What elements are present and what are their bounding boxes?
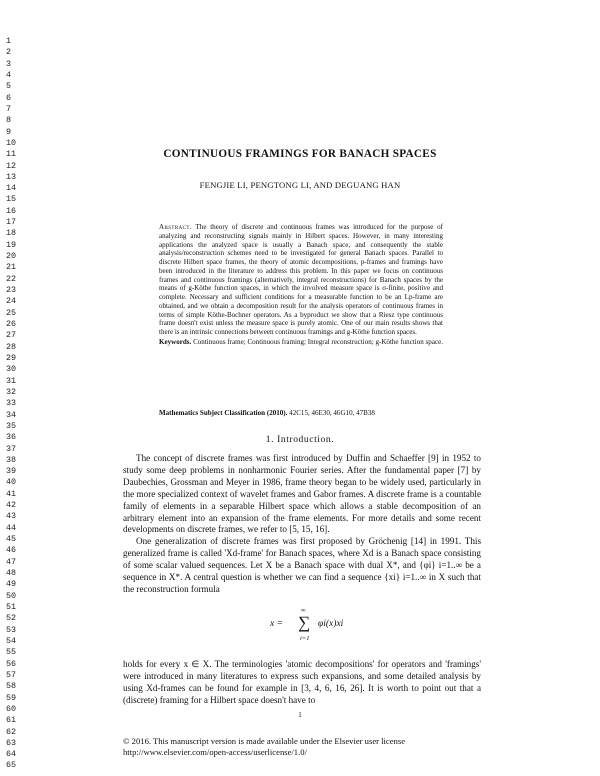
abstract-text: The theory of discrete and continuous frames was introduced for the purpose of analyzing and reconstructing signals mainly in Hilbert spaces. However, in many interesting applications the analyzed space is usually a Banach space, and consequently the stable analysis/reconstruction schemes need to be investigated for general Banach spaces. Parallel to discrete Hilbert space frames, the theory of atomic decompositions, p-frames and framings have been introduced in the literature to address this problem. In this paper we focus on continuous frames and continuous framings (alternatively, integral reconstructions) for Banach spaces by the means of g-Köthe function spaces, in which the involved measure space is σ-finite, positive and complete. Necessary and sufficient conditions for a measurable function to be an Lp-frame are obtained, and we obtain a decomposition result for the analysis operators of continuous frames in terms of simple Köthe-Bochner operators. As a byproduct we show that a Riesz type continuous frame doesn't exist unless the measure space is purely atomic. One of our main results shows that there is an intrinsic connections between continuous framings and g-Köthe function spaces. — [159, 223, 443, 336]
intro-body — [123, 453, 481, 596]
msc-line — [159, 409, 449, 417]
line-number: 9 — [6, 126, 12, 137]
line-number: 10 — [6, 137, 17, 148]
line-number: 2 — [6, 47, 12, 58]
line-number: 61 — [6, 715, 17, 726]
line-number: 24 — [6, 296, 17, 307]
line-number: 21 — [6, 262, 17, 273]
line-number: 47 — [6, 556, 17, 567]
line-number: 51 — [6, 602, 17, 612]
line-number: 5 — [6, 81, 12, 92]
summation-symbol: ∑ — [298, 613, 311, 632]
line-number: 27 — [6, 330, 17, 341]
line-number: 16 — [6, 205, 17, 216]
line-number: 34 — [6, 409, 17, 420]
line-number: 11 — [6, 149, 17, 160]
license-url[interactable]: http://www.elsevier.com/open-access/userlicense/1.0/ — [123, 747, 307, 758]
line-number: 56 — [6, 658, 17, 669]
line-number: 36 — [6, 432, 17, 443]
line-number: 14 — [6, 183, 17, 194]
line-number: 40 — [6, 477, 17, 488]
intro-body-continued — [123, 659, 481, 707]
line-number: 37 — [6, 443, 17, 454]
line-number: 54 — [6, 635, 17, 646]
line-number: 1 — [6, 36, 12, 46]
line-number: 26 — [6, 319, 17, 329]
line-number: 57 — [6, 669, 17, 680]
intro-paragraph-2: One generalization of discrete frames was first proposed by Gröchenig [14] in 1991. This generalized frame is called 'Xd-frame' for Banach spaces, where Xd is a Banach space consisting of some scalar valued sequences. Let X be a Banach space with dual X*, and {φi} i=1..∞ be a sequence in X*. A central question is whether we can find a sequence {xi} i=1..∞ in X such that the reconstruction formula — [123, 536, 481, 594]
license-footer — [123, 736, 503, 759]
line-number: 30 — [6, 364, 17, 375]
line-number: 6 — [6, 92, 12, 103]
line-number: 23 — [6, 285, 17, 296]
line-number: 4 — [6, 69, 12, 80]
license-notice: © 2016. This manuscript version is made available under the Elsevier user license — [123, 736, 406, 746]
line-number: 58 — [6, 681, 17, 692]
formula-lower-limit: i=1 — [300, 635, 310, 642]
line-number: 38 — [6, 454, 17, 465]
line-number: 60 — [6, 703, 17, 714]
abstract-label: Abstract. — [159, 223, 192, 231]
line-number: 63 — [6, 737, 17, 748]
reconstruction-formula — [265, 607, 415, 641]
intro-paragraph-3: holds for every x ∈ X. The terminologies 'atomic decompositions' for operators and 'framings' were introduced in many literatures to express such expansions, and some detailed analysis by using Xd-frames can be found for example in [3, 4, 6, 16, 26]. It is worth to point out that a (discrete) framing for a Hilbert space doesn't have to — [123, 659, 481, 705]
line-number: 19 — [6, 239, 17, 250]
keywords-label: Keywords. — [159, 337, 192, 346]
line-number: 41 — [6, 488, 17, 499]
line-number: 22 — [6, 273, 17, 284]
line-number: 49 — [6, 579, 17, 590]
line-number: 39 — [6, 466, 17, 477]
line-number: 17 — [6, 217, 17, 228]
line-number: 13 — [6, 171, 17, 182]
formula-lhs: x = — [270, 619, 284, 629]
msc-label: Mathematics Subject Classification (2010). — [159, 409, 288, 417]
abstract-block — [159, 223, 443, 347]
line-number: 42 — [6, 500, 17, 511]
line-number: 52 — [6, 613, 17, 624]
intro-paragraph-1: The concept of discrete frames was first introduced by Duffin and Schaeffer [9] in 1952 to study some deep problems in nonharmonic Fourier series. After the fundamental paper [7] by Daubechies, Grossman and Meyer in 1986, frame theory began to be widely used, particularly in the more specialized context of wavelet frames and Gabor frames. A discrete frame is a countable family of elements in a separable Hilbert space which allows a stable decomposition of an arbitrary element into an expansion of the frame elements. For more details and some recent developments on discrete frames, we refer to [5, 15, 16]. — [123, 453, 481, 535]
line-number: 25 — [6, 307, 17, 318]
line-number: 45 — [6, 534, 17, 545]
paper-title: CONTINUOUS FRAMINGS FOR BANACH SPACES — [163, 148, 437, 160]
line-number: 3 — [6, 58, 12, 69]
line-number: 50 — [6, 590, 17, 601]
line-number: 29 — [6, 352, 17, 363]
line-number: 32 — [6, 386, 17, 397]
line-number: 44 — [6, 522, 17, 533]
formula-upper-limit: ∞ — [301, 607, 306, 614]
line-number: 48 — [6, 568, 17, 579]
line-number: 8 — [6, 115, 12, 126]
line-number: 55 — [6, 647, 17, 658]
line-number: 15 — [6, 194, 17, 205]
line-number: 43 — [6, 511, 17, 522]
line-number: 28 — [6, 341, 17, 352]
page-number: 1 — [298, 711, 302, 719]
section-heading: 1. Introduction. — [265, 435, 335, 445]
line-number: 53 — [6, 624, 17, 635]
line-number: 62 — [6, 726, 17, 737]
line-number: 12 — [6, 160, 17, 171]
paper-authors: FENGJIE LI, PENGTONG LI, AND DEGUANG HAN — [199, 180, 401, 190]
line-number: 18 — [6, 228, 17, 239]
keywords-text: Continuous frame; Continuous framing; Integral reconstruction; g-Köthe function space. — [193, 337, 443, 346]
line-number: 35 — [6, 420, 17, 431]
line-number: 7 — [6, 103, 12, 114]
line-number: 31 — [6, 375, 17, 386]
line-number: 33 — [6, 398, 17, 409]
line-number: 65 — [6, 760, 17, 771]
line-number: 64 — [6, 749, 17, 760]
line-number: 20 — [6, 251, 17, 262]
msc-codes: 42C15, 46E30, 46G10, 47B38 — [289, 409, 375, 417]
line-number: 59 — [6, 692, 17, 703]
line-number: 46 — [6, 545, 17, 556]
formula-rhs: φi(x)xi — [318, 619, 344, 629]
